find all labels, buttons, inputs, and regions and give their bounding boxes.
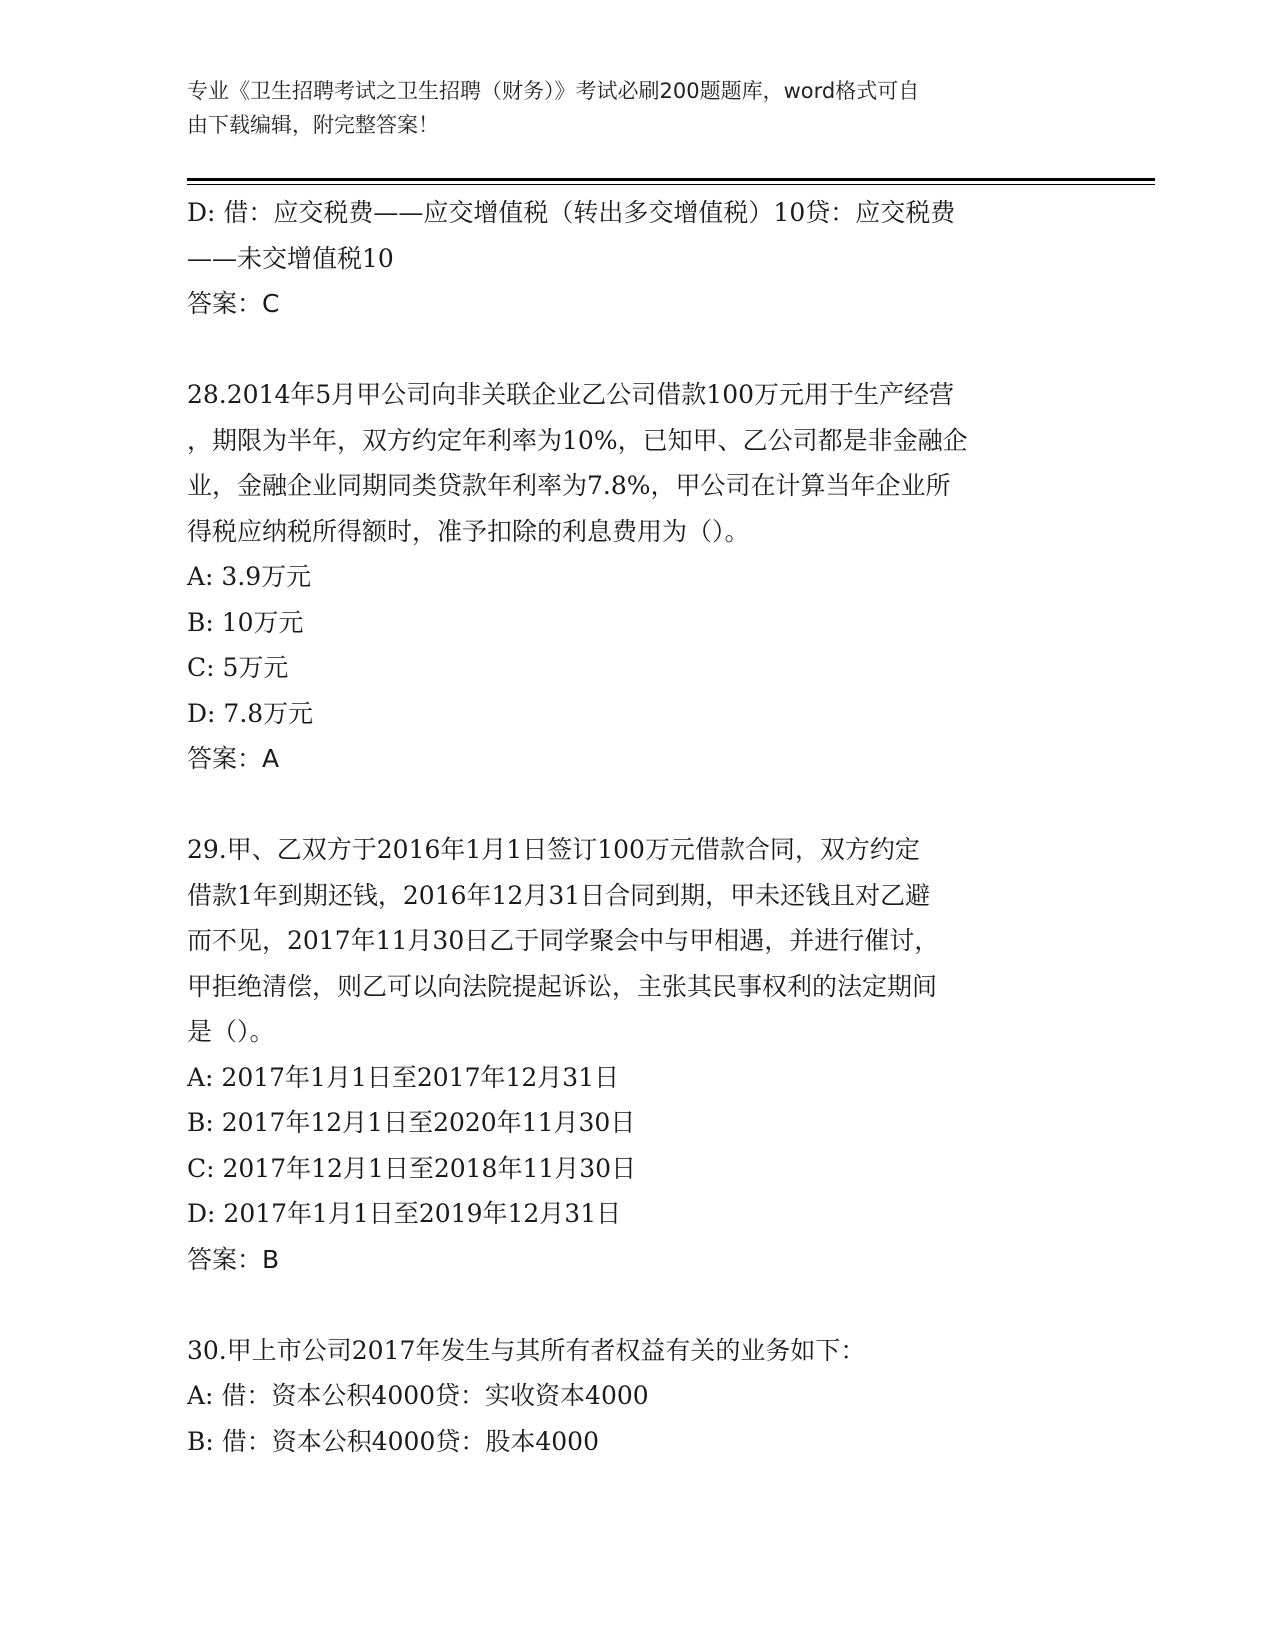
- option-b: B: 10万元: [187, 607, 304, 637]
- option-a: A: 2017年1月1日至2017年12月31日: [187, 1062, 620, 1092]
- header-line-1: 专业《卫生招聘考试之卫生招聘（财务）》考试必刷200题题库，word格式可自: [187, 79, 920, 103]
- option-b: B: 2017年12月1日至2020年11月30日: [187, 1108, 636, 1137]
- spacer: [187, 1282, 1087, 1328]
- option-d: D: 2017年1月1日至2019年12月31日: [187, 1199, 622, 1228]
- option-b: B: 借：资本公积4000贷：股本4000: [187, 1426, 599, 1456]
- question-29: [187, 827, 1087, 1282]
- option-d-continued: ——未交增值税10: [187, 243, 394, 273]
- header-rule-thin: [187, 184, 1155, 185]
- header-line-2: 由下载编辑，附完整答案！: [187, 113, 439, 137]
- question-stem-line: 甲拒绝清偿，则乙可以向法院提起诉讼，主张其民事权利的法定期间: [187, 971, 938, 1001]
- option-d: D: 借：应交税费——应交增值税（转出多交增值税）10贷：应交税费: [187, 198, 956, 227]
- question-27-tail: [187, 190, 1087, 327]
- question-stem-line: 而不见，2017年11月30日乙于同学聚会中与甲相遇，并进行催讨，: [187, 926, 940, 955]
- option-a: A: 借：资本公积4000贷：实收资本4000: [187, 1381, 649, 1410]
- question-stem-line: 29.甲、乙双方于2016年1月1日签订100万元借款合同，双方约定: [187, 835, 920, 864]
- option-a: A: 3.9万元: [187, 562, 312, 591]
- option-d: D: 7.8万元: [187, 698, 314, 728]
- question-stem-line: ，期限为半年，双方约定年利率为10%，已知甲、乙公司都是非金融企: [187, 425, 968, 455]
- question-30: [187, 1328, 1087, 1465]
- question-stem-line: 28.2014年5月甲公司向非关联企业乙公司借款100万元用于生产经营: [187, 380, 955, 409]
- document-body: [187, 190, 1087, 1464]
- option-c: C: 5万元: [187, 653, 289, 682]
- option-c: C: 2017年12月1日至2018年11月30日: [187, 1153, 637, 1183]
- answer-line: 答案：C: [187, 289, 280, 318]
- question-stem-line: 30.甲上市公司2017年发生与其所有者权益有关的业务如下：: [187, 1335, 866, 1365]
- header-rule-thick: [187, 178, 1155, 181]
- question-stem-line: 借款1年到期还钱，2016年12月31日合同到期，甲未还钱且对乙避: [187, 880, 931, 910]
- spacer: [187, 782, 1087, 828]
- answer-line: 答案：A: [187, 744, 280, 773]
- question-stem-line: 得税应纳税所得额时，准予扣除的利息费用为（）。: [187, 516, 750, 546]
- question-stem-line: 业，金融企业同期同类贷款年利率为7.8%，甲公司在计算当年企业所: [187, 471, 951, 500]
- document-header: [187, 74, 1067, 142]
- question-28: [187, 372, 1087, 782]
- question-stem-line: 是（）。: [187, 1017, 275, 1046]
- answer-line: 答案：B: [187, 1244, 280, 1274]
- spacer: [187, 327, 1087, 373]
